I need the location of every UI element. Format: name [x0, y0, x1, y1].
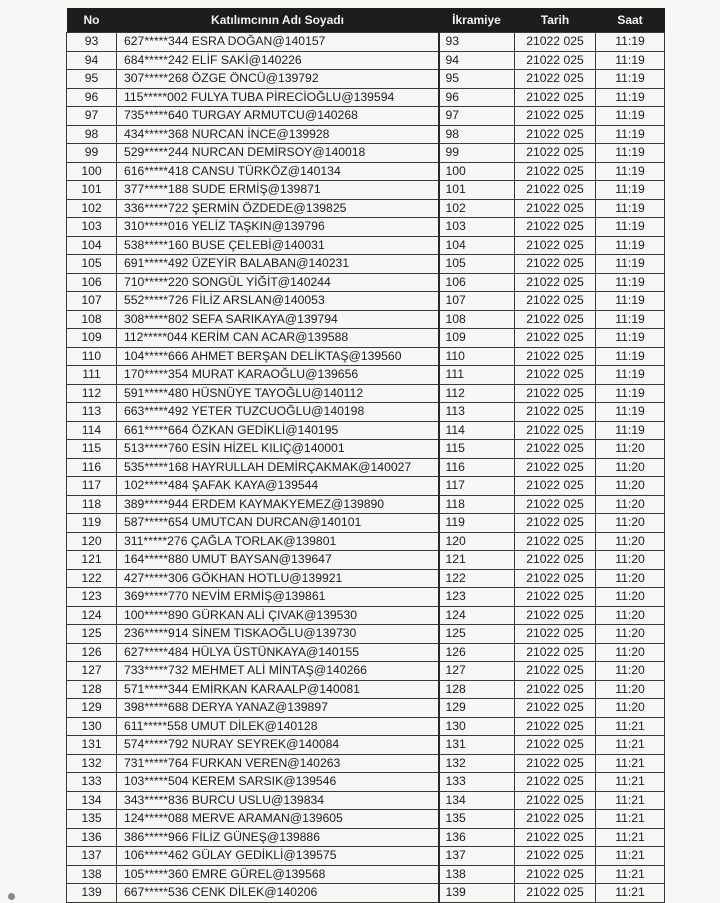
row-ikramiye-cell: 110	[439, 347, 515, 366]
row-name-cell: 311*****276 ÇAĞLA TORLAK@139801	[117, 532, 439, 551]
row-name-cell: 115*****002 FULYA TUBA PİRECİOĞLU@139594	[117, 88, 439, 107]
row-ikramiye-cell: 95	[439, 70, 515, 89]
row-no-cell: 130	[67, 717, 117, 736]
row-ikramiye-cell: 134	[439, 791, 515, 810]
row-no-cell: 133	[67, 773, 117, 792]
row-no-cell: 103	[67, 218, 117, 237]
row-ikramiye-cell: 135	[439, 810, 515, 829]
row-tarih-cell: 21022 025	[515, 162, 596, 181]
row-name-cell: 106*****462 GÜLAY GEDİKLİ@139575	[117, 847, 439, 866]
row-no-cell: 98	[67, 125, 117, 144]
row-tarih-cell: 21022 025	[515, 181, 596, 200]
row-tarih-cell: 21022 025	[515, 366, 596, 385]
table-row	[67, 329, 665, 348]
row-no-cell: 125	[67, 625, 117, 644]
row-saat-cell: 11:20	[596, 588, 665, 607]
table-row	[67, 33, 665, 52]
row-no-cell: 104	[67, 236, 117, 255]
table-row	[67, 736, 665, 755]
table-row	[67, 144, 665, 163]
row-name-cell: 386*****966 FİLİZ GÜNEŞ@139886	[117, 828, 439, 847]
table-row	[67, 347, 665, 366]
row-ikramiye-cell: 99	[439, 144, 515, 163]
table-row	[67, 847, 665, 866]
table-row	[67, 255, 665, 274]
row-ikramiye-cell: 120	[439, 532, 515, 551]
row-tarih-cell: 21022 025	[515, 699, 596, 718]
row-tarih-cell: 21022 025	[515, 329, 596, 348]
row-saat-cell: 11:19	[596, 421, 665, 440]
table-row	[67, 218, 665, 237]
row-ikramiye-cell: 124	[439, 606, 515, 625]
row-name-cell: 538*****160 BUSE ÇELEBİ@140031	[117, 236, 439, 255]
row-ikramiye-cell: 132	[439, 754, 515, 773]
row-no-cell: 102	[67, 199, 117, 218]
row-saat-cell: 11:19	[596, 199, 665, 218]
table-row	[67, 606, 665, 625]
row-tarih-cell: 21022 025	[515, 532, 596, 551]
row-tarih-cell: 21022 025	[515, 828, 596, 847]
row-no-cell: 101	[67, 181, 117, 200]
row-saat-cell: 11:20	[596, 662, 665, 681]
row-tarih-cell: 21022 025	[515, 588, 596, 607]
table-row	[67, 458, 665, 477]
row-name-cell: 124*****088 MERVE ARAMAN@139605	[117, 810, 439, 829]
row-tarih-cell: 21022 025	[515, 440, 596, 459]
row-ikramiye-cell: 101	[439, 181, 515, 200]
row-tarih-cell: 21022 025	[515, 606, 596, 625]
row-saat-cell: 11:19	[596, 329, 665, 348]
table-row	[67, 421, 665, 440]
row-no-cell: 126	[67, 643, 117, 662]
row-no-cell: 119	[67, 514, 117, 533]
row-tarih-cell: 21022 025	[515, 680, 596, 699]
row-ikramiye-cell: 137	[439, 847, 515, 866]
row-no-cell: 100	[67, 162, 117, 181]
row-tarih-cell: 21022 025	[515, 88, 596, 107]
row-ikramiye-cell: 105	[439, 255, 515, 274]
row-saat-cell: 11:20	[596, 569, 665, 588]
row-no-cell: 93	[67, 33, 117, 52]
row-saat-cell: 11:19	[596, 310, 665, 329]
row-saat-cell: 11:19	[596, 33, 665, 52]
row-no-cell: 108	[67, 310, 117, 329]
table-row	[67, 828, 665, 847]
table-row	[67, 662, 665, 681]
table-row	[67, 884, 665, 903]
table-row	[67, 403, 665, 422]
row-saat-cell: 11:19	[596, 144, 665, 163]
row-ikramiye-cell: 96	[439, 88, 515, 107]
column-header-saat: Saat	[596, 8, 665, 33]
row-name-cell: 377*****188 SUDE ERMİŞ@139871	[117, 181, 439, 200]
row-ikramiye-cell: 122	[439, 569, 515, 588]
row-no-cell: 122	[67, 569, 117, 588]
row-no-cell: 128	[67, 680, 117, 699]
row-tarih-cell: 21022 025	[515, 310, 596, 329]
row-tarih-cell: 21022 025	[515, 292, 596, 311]
row-name-cell: 616*****418 CANSU TÜRKÖZ@140134	[117, 162, 439, 181]
table-row	[67, 495, 665, 514]
row-no-cell: 136	[67, 828, 117, 847]
row-name-cell: 105*****360 EMRE GÜREL@139568	[117, 865, 439, 884]
table-row	[67, 292, 665, 311]
row-tarih-cell: 21022 025	[515, 643, 596, 662]
row-no-cell: 135	[67, 810, 117, 829]
row-name-cell: 308*****802 SEFA SARIKAYA@139794	[117, 310, 439, 329]
row-no-cell: 111	[67, 366, 117, 385]
table-row	[67, 51, 665, 70]
row-name-cell: 369*****770 NEVİM ERMİŞ@139861	[117, 588, 439, 607]
table-row	[67, 569, 665, 588]
row-saat-cell: 11:19	[596, 366, 665, 385]
row-tarih-cell: 21022 025	[515, 125, 596, 144]
row-saat-cell: 11:20	[596, 643, 665, 662]
row-name-cell: 731*****764 FURKAN VEREN@140263	[117, 754, 439, 773]
row-no-cell: 94	[67, 51, 117, 70]
row-name-cell: 684*****242 ELİF SAKİ@140226	[117, 51, 439, 70]
row-no-cell: 106	[67, 273, 117, 292]
table-row	[67, 680, 665, 699]
row-no-cell: 124	[67, 606, 117, 625]
row-saat-cell: 11:19	[596, 162, 665, 181]
row-no-cell: 110	[67, 347, 117, 366]
row-tarih-cell: 21022 025	[515, 884, 596, 903]
row-name-cell: 307*****268 ÖZGE ÖNCÜ@139792	[117, 70, 439, 89]
row-no-cell: 113	[67, 403, 117, 422]
table-row	[67, 310, 665, 329]
row-ikramiye-cell: 123	[439, 588, 515, 607]
row-saat-cell: 11:21	[596, 754, 665, 773]
table-row	[67, 643, 665, 662]
row-ikramiye-cell: 117	[439, 477, 515, 496]
row-tarih-cell: 21022 025	[515, 236, 596, 255]
row-saat-cell: 11:21	[596, 865, 665, 884]
row-name-cell: 389*****944 ERDEM KAYMAKYEMEZ@139890	[117, 495, 439, 514]
row-name-cell: 710*****220 SONGÜL YİĞİT@140244	[117, 273, 439, 292]
row-tarih-cell: 21022 025	[515, 403, 596, 422]
row-ikramiye-cell: 94	[439, 51, 515, 70]
table-header	[67, 8, 665, 33]
row-name-cell: 336*****722 ŞERMİN ÖZDEDE@139825	[117, 199, 439, 218]
row-ikramiye-cell: 102	[439, 199, 515, 218]
row-tarih-cell: 21022 025	[515, 347, 596, 366]
row-tarih-cell: 21022 025	[515, 273, 596, 292]
row-saat-cell: 11:21	[596, 736, 665, 755]
row-no-cell: 115	[67, 440, 117, 459]
table-row	[67, 699, 665, 718]
row-name-cell: 102*****484 ŞAFAK KAYA@139544	[117, 477, 439, 496]
row-name-cell: 733*****732 MEHMET ALİ MİNTAŞ@140266	[117, 662, 439, 681]
row-no-cell: 95	[67, 70, 117, 89]
row-ikramiye-cell: 97	[439, 107, 515, 126]
row-name-cell: 103*****504 KEREM SARSIK@139546	[117, 773, 439, 792]
row-no-cell: 123	[67, 588, 117, 607]
row-tarih-cell: 21022 025	[515, 717, 596, 736]
row-name-cell: 627*****344 ESRA DOĞAN@140157	[117, 33, 439, 52]
row-ikramiye-cell: 129	[439, 699, 515, 718]
row-tarih-cell: 21022 025	[515, 865, 596, 884]
table-row	[67, 181, 665, 200]
row-tarih-cell: 21022 025	[515, 662, 596, 681]
row-name-cell: 236*****914 SİNEM TISKAOĞLU@139730	[117, 625, 439, 644]
row-tarih-cell: 21022 025	[515, 477, 596, 496]
row-name-cell: 591*****480 HÜSNÜYE TAYOĞLU@140112	[117, 384, 439, 403]
table-row	[67, 88, 665, 107]
row-name-cell: 735*****640 TURGAY ARMUTCU@140268	[117, 107, 439, 126]
row-no-cell: 109	[67, 329, 117, 348]
row-tarih-cell: 21022 025	[515, 810, 596, 829]
table-row	[67, 551, 665, 570]
row-ikramiye-cell: 138	[439, 865, 515, 884]
table-row	[67, 773, 665, 792]
row-tarih-cell: 21022 025	[515, 495, 596, 514]
row-tarih-cell: 21022 025	[515, 514, 596, 533]
row-no-cell: 107	[67, 292, 117, 311]
table-row	[67, 236, 665, 255]
row-ikramiye-cell: 127	[439, 662, 515, 681]
table-row	[67, 125, 665, 144]
row-saat-cell: 11:19	[596, 51, 665, 70]
row-tarih-cell: 21022 025	[515, 791, 596, 810]
row-name-cell: 343*****836 BURCU USLU@139834	[117, 791, 439, 810]
row-tarih-cell: 21022 025	[515, 70, 596, 89]
row-no-cell: 99	[67, 144, 117, 163]
row-name-cell: 552*****726 FİLİZ ARSLAN@140053	[117, 292, 439, 311]
row-no-cell: 137	[67, 847, 117, 866]
row-ikramiye-cell: 136	[439, 828, 515, 847]
row-saat-cell: 11:20	[596, 680, 665, 699]
row-saat-cell: 11:19	[596, 292, 665, 311]
row-saat-cell: 11:21	[596, 791, 665, 810]
row-saat-cell: 11:21	[596, 884, 665, 903]
row-no-cell: 120	[67, 532, 117, 551]
row-saat-cell: 11:21	[596, 717, 665, 736]
row-saat-cell: 11:20	[596, 458, 665, 477]
row-saat-cell: 11:19	[596, 218, 665, 237]
row-tarih-cell: 21022 025	[515, 107, 596, 126]
table-row	[67, 366, 665, 385]
table-row	[67, 384, 665, 403]
row-ikramiye-cell: 114	[439, 421, 515, 440]
table-row	[67, 791, 665, 810]
row-tarih-cell: 21022 025	[515, 754, 596, 773]
row-tarih-cell: 21022 025	[515, 569, 596, 588]
table-row	[67, 107, 665, 126]
row-ikramiye-cell: 119	[439, 514, 515, 533]
row-tarih-cell: 21022 025	[515, 736, 596, 755]
row-ikramiye-cell: 108	[439, 310, 515, 329]
row-no-cell: 118	[67, 495, 117, 514]
row-no-cell: 114	[67, 421, 117, 440]
row-ikramiye-cell: 113	[439, 403, 515, 422]
row-no-cell: 117	[67, 477, 117, 496]
row-no-cell: 131	[67, 736, 117, 755]
row-ikramiye-cell: 128	[439, 680, 515, 699]
table-row	[67, 440, 665, 459]
row-name-cell: 427*****306 GÖKHAN HOTLU@139921	[117, 569, 439, 588]
row-saat-cell: 11:19	[596, 125, 665, 144]
winners-table	[66, 8, 665, 903]
row-name-cell: 587*****654 UMUTCAN DURCAN@140101	[117, 514, 439, 533]
row-tarih-cell: 21022 025	[515, 199, 596, 218]
row-saat-cell: 11:19	[596, 181, 665, 200]
row-name-cell: 574*****792 NURAY SEYREK@140084	[117, 736, 439, 755]
row-tarih-cell: 21022 025	[515, 218, 596, 237]
row-saat-cell: 11:19	[596, 70, 665, 89]
row-tarih-cell: 21022 025	[515, 384, 596, 403]
row-ikramiye-cell: 130	[439, 717, 515, 736]
row-saat-cell: 11:19	[596, 107, 665, 126]
row-no-cell: 129	[67, 699, 117, 718]
table-row	[67, 199, 665, 218]
row-tarih-cell: 21022 025	[515, 847, 596, 866]
table-row	[67, 514, 665, 533]
row-saat-cell: 11:20	[596, 477, 665, 496]
row-name-cell: 627*****484 HÜLYA ÜSTÜNKAYA@140155	[117, 643, 439, 662]
row-name-cell: 663*****492 YETER TUZCUOĞLU@140198	[117, 403, 439, 422]
row-ikramiye-cell: 121	[439, 551, 515, 570]
row-saat-cell: 11:19	[596, 403, 665, 422]
row-ikramiye-cell: 115	[439, 440, 515, 459]
row-ikramiye-cell: 106	[439, 273, 515, 292]
row-saat-cell: 11:19	[596, 384, 665, 403]
table-row	[67, 532, 665, 551]
row-saat-cell: 11:20	[596, 699, 665, 718]
row-tarih-cell: 21022 025	[515, 551, 596, 570]
column-header-tarih: Tarih	[515, 8, 596, 33]
row-saat-cell: 11:20	[596, 625, 665, 644]
row-name-cell: 667*****536 CENK DİLEK@140206	[117, 884, 439, 903]
row-tarih-cell: 21022 025	[515, 773, 596, 792]
row-no-cell: 134	[67, 791, 117, 810]
column-header-name: Katılımcının Adı Soyadı	[117, 8, 439, 33]
row-no-cell: 105	[67, 255, 117, 274]
row-name-cell: 611*****558 UMUT DİLEK@140128	[117, 717, 439, 736]
table-row	[67, 70, 665, 89]
row-ikramiye-cell: 126	[439, 643, 515, 662]
row-name-cell: 535*****168 HAYRULLAH DEMİRÇAKMAK@140027	[117, 458, 439, 477]
column-header-ikramiye: İkramiye	[439, 8, 515, 33]
row-saat-cell: 11:21	[596, 847, 665, 866]
row-name-cell: 571*****344 EMİRKAN KARAALP@140081	[117, 680, 439, 699]
results-sheet	[66, 8, 664, 903]
scan-mark	[8, 893, 15, 900]
table-row	[67, 754, 665, 773]
row-ikramiye-cell: 103	[439, 218, 515, 237]
row-ikramiye-cell: 118	[439, 495, 515, 514]
row-saat-cell: 11:19	[596, 347, 665, 366]
row-ikramiye-cell: 111	[439, 366, 515, 385]
table-row	[67, 865, 665, 884]
table-row	[67, 273, 665, 292]
row-saat-cell: 11:19	[596, 255, 665, 274]
row-name-cell: 100*****890 GÜRKAN ALİ ÇIVAK@139530	[117, 606, 439, 625]
row-name-cell: 164*****880 UMUT BAYSAN@139647	[117, 551, 439, 570]
row-name-cell: 104*****666 AHMET BERŞAN DELİKTAŞ@139560	[117, 347, 439, 366]
row-ikramiye-cell: 116	[439, 458, 515, 477]
row-saat-cell: 11:19	[596, 273, 665, 292]
row-saat-cell: 11:19	[596, 236, 665, 255]
row-saat-cell: 11:21	[596, 828, 665, 847]
column-header-no: No	[67, 8, 117, 33]
row-tarih-cell: 21022 025	[515, 33, 596, 52]
row-name-cell: 691*****492 ÜZEYİR BALABAN@140231	[117, 255, 439, 274]
row-ikramiye-cell: 107	[439, 292, 515, 311]
row-no-cell: 127	[67, 662, 117, 681]
table-row	[67, 717, 665, 736]
row-ikramiye-cell: 112	[439, 384, 515, 403]
row-name-cell: 513*****760 ESİN HİZEL KILIÇ@140001	[117, 440, 439, 459]
row-saat-cell: 11:19	[596, 88, 665, 107]
row-no-cell: 116	[67, 458, 117, 477]
row-ikramiye-cell: 104	[439, 236, 515, 255]
table-body	[67, 33, 665, 903]
row-name-cell: 661*****664 ÖZKAN GEDİKLİ@140195	[117, 421, 439, 440]
row-saat-cell: 11:20	[596, 532, 665, 551]
table-row	[67, 625, 665, 644]
table-row	[67, 477, 665, 496]
row-no-cell: 132	[67, 754, 117, 773]
row-saat-cell: 11:20	[596, 440, 665, 459]
row-tarih-cell: 21022 025	[515, 421, 596, 440]
row-no-cell: 139	[67, 884, 117, 903]
row-no-cell: 138	[67, 865, 117, 884]
row-no-cell: 121	[67, 551, 117, 570]
table-row	[67, 810, 665, 829]
row-name-cell: 112*****044 KERİM CAN ACAR@139588	[117, 329, 439, 348]
row-ikramiye-cell: 125	[439, 625, 515, 644]
row-saat-cell: 11:20	[596, 514, 665, 533]
row-ikramiye-cell: 93	[439, 33, 515, 52]
row-name-cell: 170*****354 MURAT KARAOĞLU@139656	[117, 366, 439, 385]
row-name-cell: 310*****016 YELİZ TAŞKIN@139796	[117, 218, 439, 237]
row-ikramiye-cell: 109	[439, 329, 515, 348]
row-saat-cell: 11:20	[596, 551, 665, 570]
table-row	[67, 588, 665, 607]
row-no-cell: 97	[67, 107, 117, 126]
row-saat-cell: 11:21	[596, 773, 665, 792]
row-name-cell: 529*****244 NURCAN DEMİRSOY@140018	[117, 144, 439, 163]
row-ikramiye-cell: 100	[439, 162, 515, 181]
row-no-cell: 96	[67, 88, 117, 107]
table-row	[67, 162, 665, 181]
row-ikramiye-cell: 139	[439, 884, 515, 903]
row-tarih-cell: 21022 025	[515, 144, 596, 163]
row-saat-cell: 11:20	[596, 606, 665, 625]
row-saat-cell: 11:20	[596, 495, 665, 514]
row-saat-cell: 11:21	[596, 810, 665, 829]
row-ikramiye-cell: 131	[439, 736, 515, 755]
row-name-cell: 434*****368 NURCAN İNCE@139928	[117, 125, 439, 144]
row-ikramiye-cell: 133	[439, 773, 515, 792]
row-ikramiye-cell: 98	[439, 125, 515, 144]
row-tarih-cell: 21022 025	[515, 255, 596, 274]
row-no-cell: 112	[67, 384, 117, 403]
row-tarih-cell: 21022 025	[515, 625, 596, 644]
row-tarih-cell: 21022 025	[515, 51, 596, 70]
row-name-cell: 398*****688 DERYA YANAZ@139897	[117, 699, 439, 718]
row-tarih-cell: 21022 025	[515, 458, 596, 477]
